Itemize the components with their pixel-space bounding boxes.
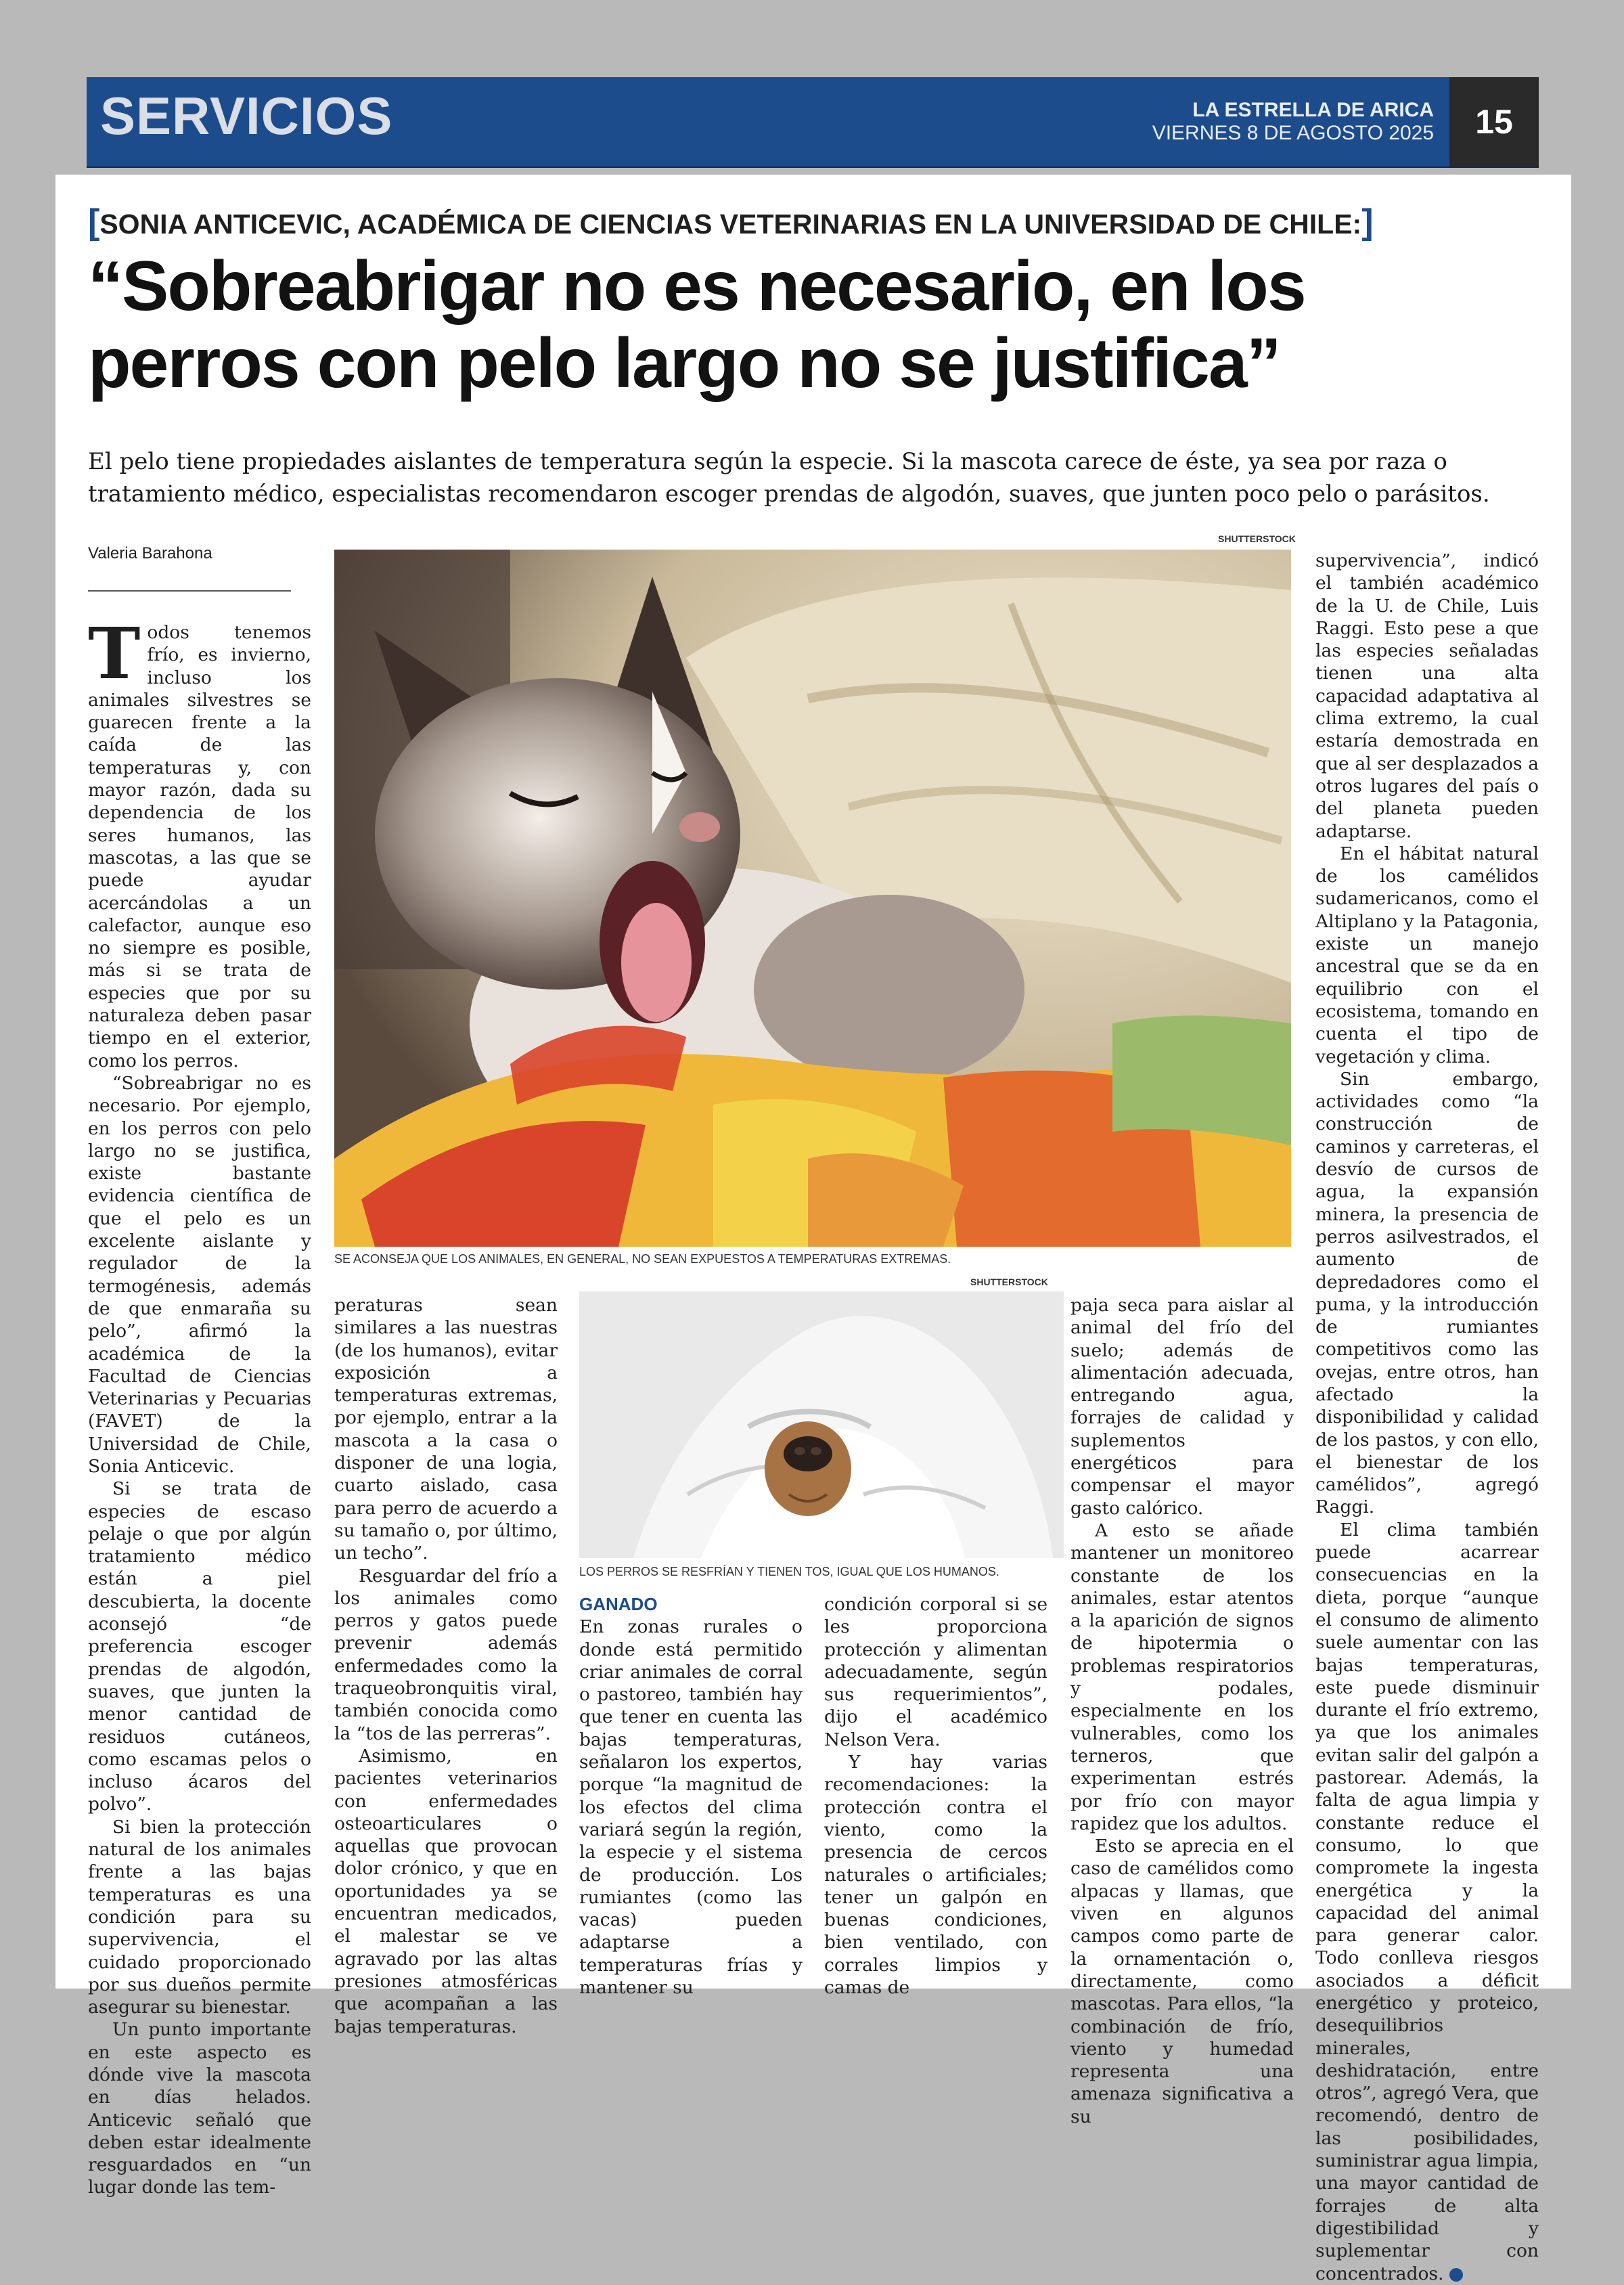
column-1: [88, 612, 311, 2199]
col6-paragraph-1: supervivencia”, indicó el también académico de la U. de Chile, Luis Raggi. Esto pese a que las especies señaladas tienen una alta capacidad adaptativa al clima extremo, la cual estaría demostrada en que al ser desplazados a otros lugares del país o del planeta pueden adaptarse.: [1315, 550, 1539, 842]
col5-paragraph-1: paja seca para aislar al animal del frío del suelo; además de alimentación adecuada, entregando agua, forrajes de calidad y suplementos energéticos para compensar el mayor gasto calórico.: [1070, 1295, 1294, 1519]
end-mark-icon: [1449, 2268, 1463, 2282]
headline: [88, 248, 1550, 402]
cat-illustration: [334, 550, 1291, 1247]
byline-rule: [88, 590, 291, 592]
col2-paragraph-1: peraturas sean similares a las nuestras (de los humanos), evitar exposición a temperaturas extremas, por ejemplo, entrar a la mascota a la casa o disponer de una logia, cuarto aislado, casa para perro de acuerdo a su tamaño o, por último, un techo”.: [334, 1295, 558, 1564]
column-5: [1070, 1294, 1294, 2128]
headline-line-1: “Sobreabrigar no es necesario, en los: [88, 247, 1305, 326]
kicker-bracket-open: [: [88, 202, 100, 242]
col1-paragraph-3: Si se trata de especies de escaso pelaje o que por algún tratamiento médico están a piel descubierta, la docente aconsejó “de preferencia escoger prendas de algodón, suaves, que junten la menor cantidad de residuos cutáneos, como escamas pelos o incluso ácaros del polvo”.: [88, 1478, 311, 1815]
column-4: [824, 1593, 1047, 1999]
col5-paragraph-3: Esto se aprecia en el caso de camélidos como alpacas y llamas, que viven en algunos campos como parte de la ornamentación o, directamente, como mascotas. Para ellos, “la combinación de frío, viento y humedad representa una amenaza significativa a su: [1070, 1836, 1294, 2127]
column-3: [579, 1593, 803, 1999]
article-page: [55, 175, 1571, 2284]
col5-paragraph-2: A esto se añade mantener un monitoreo constante de los animales, estar atentos a la aparición de signos de hipotermia o problemas respiratorios y podales, especialmente en los vulnerables, como los terneros, que experimentan estrés por frío con mayor rapidez que los adultos.: [1070, 1519, 1294, 1834]
page-header: [87, 77, 1539, 168]
drop-cap: T: [88, 612, 141, 695]
publication-date: VIERNES 8 DE AGOSTO 2025: [1152, 122, 1434, 144]
col6-paragraph-2: En el hábitat natural de los camélidos sudamericanos, como el Altiplano y la Patagonia, existe un manejo ancestral que se da en equilibrio con el ecosistema, tomando en cuenta el tipo de vegetación y clima.: [1315, 843, 1539, 1067]
column-6: [1315, 550, 1539, 2285]
kicker-text: SONIA ANTICEVIC, ACADÉMICA DE CIENCIAS VETERINARIAS EN LA UNIVERSIDAD DE CHILE:: [99, 208, 1362, 240]
col4-paragraph-1: condición corporal si se les proporciona protección y alimentan adecuadamente, según sus requerimientos”, dijo el académico Nelson Vera.: [824, 1594, 1047, 1750]
dog-illustration: [579, 1291, 1064, 1558]
column-2: [334, 1294, 558, 2038]
col6-paragraph-4: [1315, 1519, 1539, 2285]
col1-paragraph-4: Si bien la protección natural de los animales frente a las bajas temperaturas es una condición para su supervivencia, el cuidado proporcionado por sus dueños permite asegurar su bienestar.: [88, 1816, 311, 2018]
section-title: SERVICIOS: [100, 86, 393, 146]
col6-paragraph-4-text: El clima también puede acarrear consecuencias en la dieta, porque “aunque el consumo de alimento suele aumentar con las bajas temperaturas, este puede disminuir durante el frío extremo, ya que los animales evitan salir del galpón a pastorear. Además, la falta de agua limpia y constante reduce el consumo, lo que compromete la ingesta energética y la capacidad del animal para generar calor. Todo conlleva riesgos asociados a déficit energético y proteico, desequilibrios minerales, deshidratación, entre otros”, agregó Vera, que recomendó, dentro de las posibilidades, suministrar agua limpia, una mayor cantidad de forrajes de alta digestibilidad y suplementar con concentrados.: [1315, 1519, 1539, 2284]
lead-paragraph: El pelo tiene propiedades aislantes de temperatura según la especie. Si la mascota carece de éste, ya sea por raza o tratamiento médico, especialistas recomendaron escoger prendas de algodón, suaves, que junten poco pelo o parásitos.: [88, 448, 1490, 508]
col1-paragraph-2: “Sobreabrigar no es necesario. Por ejemplo, en los perros con pelo largo no se justifica, existe bastante evidencia científica de que el pelo es un excelente aislante y regulador de la termogénesis, además de que enmaraña su pelo”, afirmó la académica de la Facultad de Ciencias Veterinarias y Pecuarias (FAVET) de la Universidad de Chile, Sonia Anticevic.: [88, 1072, 311, 1477]
byline: Valeria Barahona: [88, 544, 212, 562]
col6-paragraph-3: Sin embargo, actividades como “la construcción de caminos y carreteras, el desvío de cursos de agua, la expansión minera, la presencia de perros asilvestrados, el aumento de depredadores como el puma, y la introducción de rumiantes competitivos como las ovejas, entre otros, han afectado la disponibilidad y calidad de los pastos, y con ello, el bienestar de los camélidos”, agregó Raggi.: [1315, 1068, 1539, 1518]
col4-paragraph-2: Y hay varias recomendaciones: la protección contra el viento, como la presencia de cercos naturales o artificiales; tener un galpón en buenas condiciones, bien ventilado, con corrales limpios y camas de: [824, 1752, 1047, 1999]
cat-photo: [334, 550, 1291, 1247]
subhead-ganado: GANADO: [579, 1594, 658, 1614]
col2-paragraph-2: Resguardar del frío a los animales como perros y gatos puede prevenir además enfermedades como la traqueobronquitis viral, también conocida como la “tos de las perreras”.: [334, 1565, 558, 1744]
photo1-caption: SE ACONSEJA QUE LOS ANIMALES, EN GENERAL, NO SEAN EXPUESTOS A TEMPERATURAS EXTREMAS.: [334, 1252, 951, 1266]
kicker-bracket-close: ]: [1361, 202, 1374, 242]
kicker: [88, 202, 1543, 242]
col3-paragraph-1: En zonas rurales o donde está permitido criar animales de corral o pastoreo, también hay que tener en cuenta las bajas temperaturas, señalaron los expertos, porque “la magnitud de los efectos del clima variará según la región, la especie y el sistema de producción. Los rumiantes (como las vacas) pueden adaptarse a temperaturas frías y mantener su: [579, 1616, 803, 1999]
col1-paragraph-1: [88, 612, 311, 1072]
col2-paragraph-3: Asimismo, en pacientes veterinarios con enfermedades osteoarticulares o aquellas que provocan dolor crónico, y que en oportunidades ya se encuentran medicados, el malestar se ve agravado por las altas presiones atmosféricas que acompañan a las bajas temperaturas.: [334, 1745, 558, 2037]
col1-paragraph-1-text: odos tenemos frío, es invierno, incluso los animales silvestres se guarecen frente a la caída de las temperaturas y, con mayor razón, dada su dependencia de los seres humanos, las mascotas, a las que se puede ayudar acercándolas a un calefactor, aunque eso no siempre es posible, más si se trata de especies que por su naturaleza deben pasar tiempo en el exterior, como los perros.: [88, 622, 311, 1071]
newspaper-name: LA ESTRELLA DE ARICA: [1192, 99, 1434, 121]
photo2-caption: LOS PERROS SE RESFRÍAN Y TIENEN TOS, IGUAL QUE LOS HUMANOS.: [579, 1565, 999, 1578]
dog-photo: [579, 1291, 1064, 1558]
page-number: 15: [1449, 77, 1539, 167]
photo2-credit: SHUTTERSTOCK: [970, 1277, 1048, 1287]
headline-line-2: perros con pelo largo no se justifica”: [88, 324, 1280, 403]
photo1-credit: SHUTTERSTOCK: [1218, 533, 1296, 544]
col1-paragraph-5: Un punto importante en este aspecto es dónde vive la mascota en días helados. Anticevic señaló que deben estar idealmente resguardados en “un lugar donde las tem-: [88, 2019, 311, 2198]
